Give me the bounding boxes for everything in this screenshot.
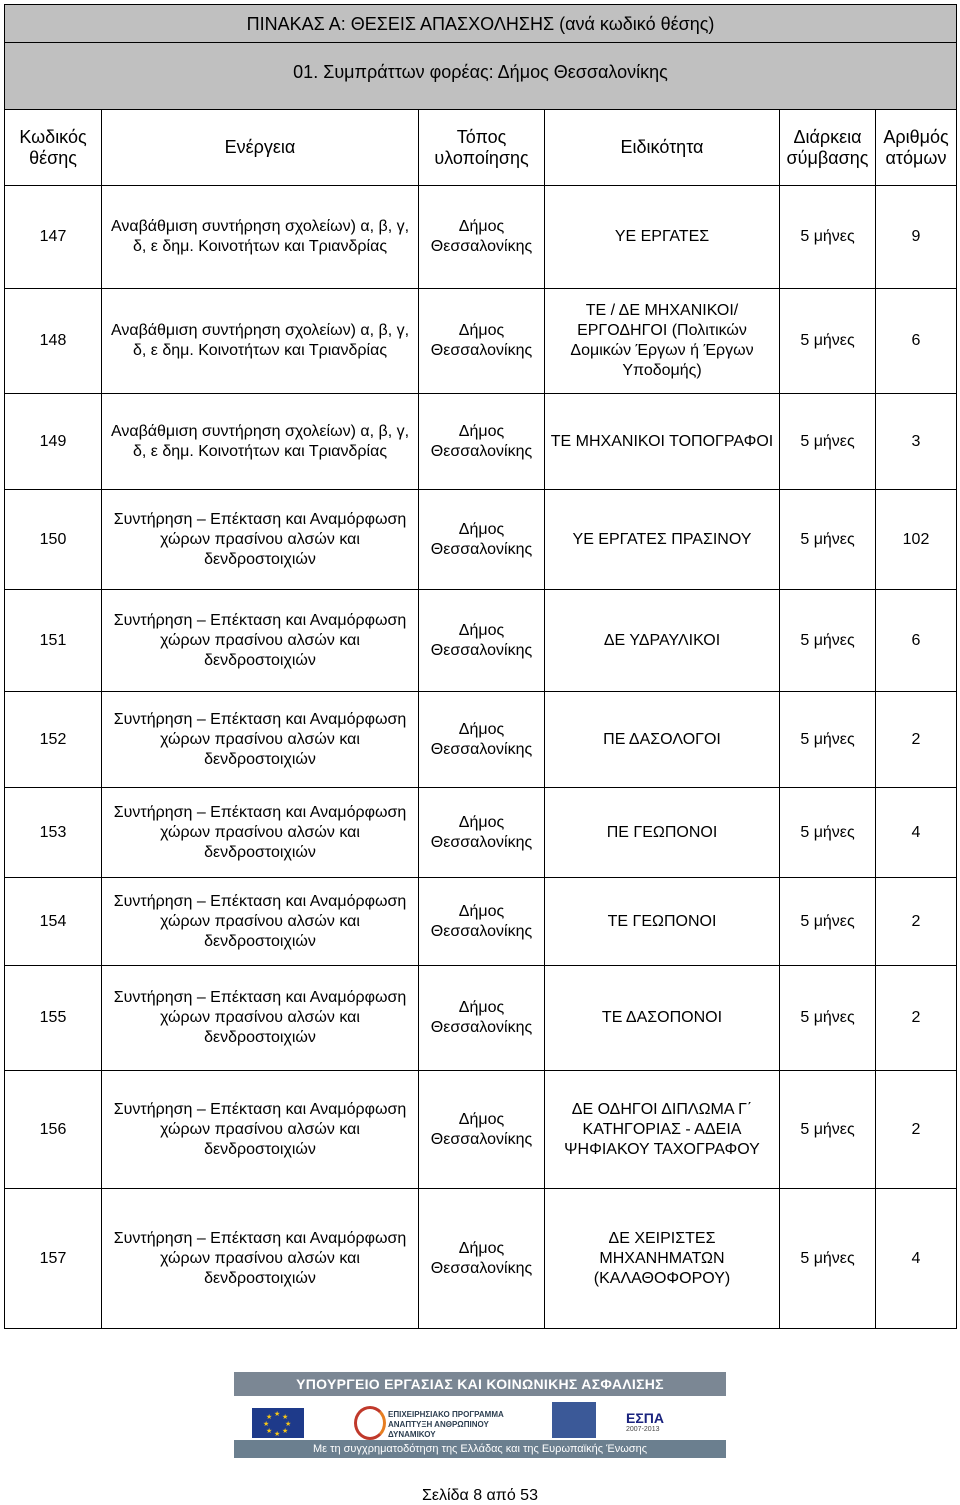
cell-action (102, 590, 419, 692)
cell-place-text: Δήμος Θεσσαλονίκης (430, 322, 533, 359)
cell-persons (876, 590, 957, 692)
cell-code-text: 156 (39, 1120, 67, 1138)
cell-code (5, 289, 102, 394)
table-subtitle: 01. Συμπράττων φορέας: Δήμος Θεσσαλονίκης (5, 43, 957, 110)
cell-place (419, 490, 545, 590)
table-row (5, 692, 957, 788)
table-row (5, 490, 957, 590)
cell-duration-text: 5 μήνες (800, 530, 855, 548)
cell-action (102, 394, 419, 490)
cell-specialty (545, 1071, 780, 1189)
cell-specialty-text: ΥΕ ΕΡΓΑΤΕΣ ΠΡΑΣΙΝΟΥ (572, 530, 752, 548)
cell-code-text: 157 (39, 1249, 67, 1267)
logos-strip (234, 1400, 726, 1438)
ministry-banner: ΥΠΟΥΡΓΕΙΟ ΕΡΓΑΣΙΑΣ ΚΑΙ ΚΟΙΝΩΝΙΚΗΣ ΑΣΦΑΛΙΣΗΣ (234, 1372, 726, 1396)
cell-duration (780, 590, 876, 692)
cell-duration (780, 878, 876, 966)
cell-action (102, 490, 419, 590)
program-label: ΕΠΙΧΕΙΡΗΣΙΑΚΟ ΠΡΟΓΡΑΜΜΑ ΑΝΑΠΤΥΞΗ ΑΝΘΡΩΠΙΝΟΥ ΔΥΝΑΜΙΚΟΥ (388, 1410, 504, 1439)
cell-code-text: 147 (39, 228, 67, 245)
cell-duration-text: 5 μήνες (800, 823, 855, 841)
cell-place (419, 289, 545, 394)
table-row (5, 1071, 957, 1189)
cell-duration-text: 5 μήνες (800, 432, 855, 450)
cell-duration (780, 966, 876, 1071)
cell-specialty-text: ΤΕ ΜΗΧΑΝΙΚΟΙ ΤΟΠΟΓΡΑΦΟΙ (550, 432, 774, 450)
cell-persons-text: 6 (911, 631, 921, 649)
cell-persons-text: 102 (902, 530, 930, 548)
espa-logo (626, 1406, 706, 1438)
header-code: Κωδικός θέσης (5, 110, 102, 186)
cell-persons-text: 2 (911, 730, 921, 748)
cell-action (102, 289, 419, 394)
cell-duration (780, 692, 876, 788)
cell-action (102, 878, 419, 966)
cell-persons-text: 3 (911, 432, 921, 450)
cell-action (102, 966, 419, 1071)
cell-code-text: 155 (39, 1009, 67, 1026)
cell-code (5, 1071, 102, 1189)
cell-action-text: Συντήρηση – Επέκταση και Αναμόρφωση χώρων πρασίνου αλσών και δενδροστοιχιών (113, 1100, 407, 1158)
cell-action-text: Αναβάθμιση συντήρηση σχολείων) α, β, γ, δ, ε δημ. Κοινοτήτων και Τριανδρίας (110, 218, 410, 255)
cell-specialty (545, 490, 780, 590)
cell-specialty-text: ΤΕ ΓΕΩΠΟΝΟΙ (607, 912, 717, 930)
cell-persons-text: 6 (911, 332, 921, 349)
page-number: Σελίδα 8 από 53 (422, 1487, 538, 1504)
cell-code (5, 186, 102, 289)
cell-code-text: 151 (39, 631, 67, 649)
cell-duration-text: 5 μήνες (800, 730, 855, 748)
cell-specialty (545, 289, 780, 394)
table-row (5, 590, 957, 692)
cell-persons-text: 9 (911, 228, 921, 245)
cell-action (102, 788, 419, 878)
cell-specialty-text: ΠΕ ΓΕΩΠΟΝΟΙ (606, 823, 718, 841)
cell-place (419, 394, 545, 490)
cell-code (5, 878, 102, 966)
header-duration: Διάρκεια σύμβασης (780, 110, 876, 186)
table-row (5, 186, 957, 289)
table-title: ΠΙΝΑΚΑΣ Α: ΘΕΣΕΙΣ ΑΠΑΣΧΟΛΗΣΗΣ (ανά κωδικό θέσης) (5, 5, 957, 43)
cell-specialty (545, 1189, 780, 1329)
cell-persons-text: 2 (911, 1120, 921, 1138)
cell-persons (876, 878, 957, 966)
cell-place-text: Δήμος Θεσσαλονίκης (430, 902, 533, 940)
header-action: Ενέργεια (102, 110, 419, 186)
cell-duration (780, 289, 876, 394)
cell-specialty-text: ΥΕ ΕΡΓΑΤΕΣ (614, 228, 710, 245)
cell-duration-text: 5 μήνες (800, 1249, 855, 1267)
cell-persons-text: 2 (911, 912, 921, 930)
cell-code (5, 966, 102, 1071)
cell-specialty-text: ΤΕ ΔΑΣΟΠΟΝΟΙ (601, 1009, 723, 1026)
cell-specialty (545, 692, 780, 788)
cell-place (419, 878, 545, 966)
cell-duration-text: 5 μήνες (800, 1009, 855, 1026)
cell-specialty (545, 878, 780, 966)
cell-code (5, 788, 102, 878)
cell-action-text: Αναβάθμιση συντήρηση σχολείων) α, β, γ, δ, ε δημ. Κοινοτήτων και Τριανδρίας (110, 422, 410, 460)
cell-place-text: Δήμος Θεσσαλονίκης (430, 1239, 533, 1277)
cell-action-text: Συντήρηση – Επέκταση και Αναμόρφωση χώρων πρασίνου αλσών και δενδροστοιχιών (113, 989, 407, 1046)
cell-place-text: Δήμος Θεσσαλονίκης (430, 999, 533, 1036)
footer-banner (234, 1358, 726, 1460)
espa-badge-icon (552, 1402, 596, 1438)
table-row (5, 966, 957, 1071)
swirl-icon (354, 1406, 386, 1440)
cell-code (5, 1189, 102, 1329)
cell-action-text: Αναβάθμιση συντήρηση σχολείων) α, β, γ, δ, ε δημ. Κοινοτήτων και Τριανδρίας (110, 322, 410, 359)
cell-code (5, 394, 102, 490)
cell-code-text: 149 (39, 432, 67, 450)
cell-code-text: 154 (39, 912, 67, 930)
cell-action-text: Συντήρηση – Επέκταση και Αναμόρφωση χώρων πρασίνου αλσών και δενδροστοιχιών (113, 710, 407, 768)
cell-specialty-text: ΔΕ ΥΔΡΑΥΛΙΚΟΙ (603, 631, 721, 649)
cell-specialty-text: ΔΕ ΟΔΗΓΟΙ ΔΙΠΛΩΜΑ Γ΄ ΚΑΤΗΓΟΡΙΑΣ - ΑΔΕΙΑ ΨΗΦΙΑΚΟΥ ΤΑΧΟΓΡΑΦΟΥ (564, 1100, 760, 1158)
cell-code-text: 152 (39, 730, 67, 748)
table-row (5, 788, 957, 878)
cell-place-text: Δήμος Θεσσαλονίκης (430, 621, 533, 659)
header-specialty: Ειδικότητα (545, 110, 780, 186)
cell-code (5, 490, 102, 590)
cell-persons (876, 788, 957, 878)
eu-flag-icon: ★ ★ ★ ★ ★ ★ ★ ★ (252, 1408, 304, 1438)
cell-code-text: 150 (39, 530, 67, 548)
cell-duration (780, 1071, 876, 1189)
cell-duration-text: 5 μήνες (800, 332, 855, 349)
cell-persons (876, 1189, 957, 1329)
cell-place (419, 692, 545, 788)
cell-specialty-text: ΠΕ ΔΑΣΟΛΟΓΟΙ (603, 730, 721, 748)
cell-persons (876, 490, 957, 590)
cell-place-text: Δήμος Θεσσαλονίκης (430, 813, 533, 851)
cell-specialty (545, 590, 780, 692)
cell-specialty (545, 186, 780, 289)
cell-persons (876, 966, 957, 1071)
cell-place (419, 966, 545, 1071)
cofunding-tagline: Με τη συγχρηματοδότηση της Ελλάδας και της Ευρωπαϊκής Ένωσης (234, 1440, 726, 1458)
cell-action-text: Συντήρηση – Επέκταση και Αναμόρφωση χώρων πρασίνου αλσών και δενδροστοιχιών (113, 892, 407, 950)
table-row (5, 394, 957, 490)
cell-duration (780, 186, 876, 289)
cell-duration (780, 490, 876, 590)
cell-specialty (545, 394, 780, 490)
cell-place-text: Δήμος Θεσσαλονίκης (430, 520, 533, 558)
cell-action (102, 1071, 419, 1189)
cell-place (419, 186, 545, 289)
cell-place (419, 788, 545, 878)
cell-duration-text: 5 μήνες (800, 1120, 855, 1138)
cell-persons (876, 692, 957, 788)
cell-code-text: 153 (39, 823, 67, 841)
operational-programme-logo (354, 1406, 504, 1438)
cell-persons (876, 1071, 957, 1189)
cell-place-text: Δήμος Θεσσαλονίκης (430, 1110, 533, 1148)
espa-label: ΕΣΠΑ (626, 1410, 664, 1426)
cell-duration-text: 5 μήνες (800, 912, 855, 930)
cell-place (419, 1189, 545, 1329)
cell-action (102, 692, 419, 788)
cell-persons (876, 186, 957, 289)
cell-duration (780, 788, 876, 878)
cell-persons (876, 289, 957, 394)
cell-persons-text: 4 (911, 1249, 921, 1267)
table-row (5, 289, 957, 394)
cell-persons (876, 394, 957, 490)
cell-persons-text: 2 (911, 1009, 921, 1026)
cell-duration-text: 5 μήνες (800, 228, 855, 245)
header-place: Τόπος υλοποίησης (419, 110, 545, 186)
cell-duration (780, 394, 876, 490)
cell-specialty-text: ΔΕ ΧΕΙΡΙΣΤΕΣ ΜΗΧΑΝΗΜΑΤΩΝ (ΚΑΛΑΘΟΦΟΡΟΥ) (593, 1229, 731, 1287)
cell-code (5, 692, 102, 788)
header-persons: Αριθμός ατόμων (876, 110, 957, 186)
cell-place-text: Δήμος Θεσσαλονίκης (430, 218, 533, 255)
cell-action-text: Συντήρηση – Επέκταση και Αναμόρφωση χώρων πρασίνου αλσών και δενδροστοιχιών (113, 1229, 407, 1287)
cell-place-text: Δήμος Θεσσαλονίκης (430, 422, 533, 460)
cell-code-text: 148 (39, 332, 67, 349)
cell-place (419, 590, 545, 692)
cell-specialty (545, 788, 780, 878)
cell-duration-text: 5 μήνες (800, 631, 855, 649)
cell-place (419, 1071, 545, 1189)
cell-persons-text: 4 (911, 823, 921, 841)
cell-duration (780, 1189, 876, 1329)
espa-years: 2007-2013 (626, 1426, 660, 1433)
cell-action-text: Συντήρηση – Επέκταση και Αναμόρφωση χώρων πρασίνου αλσών και δενδροστοιχιών (113, 510, 407, 568)
cell-action-text: Συντήρηση – Επέκταση και Αναμόρφωση χώρων πρασίνου αλσών και δενδροστοιχιών (113, 803, 407, 861)
table-row (5, 878, 957, 966)
cell-action (102, 1189, 419, 1329)
cell-action-text: Συντήρηση – Επέκταση και Αναμόρφωση χώρων πρασίνου αλσών και δενδροστοιχιών (113, 611, 407, 669)
table-row (5, 1189, 957, 1329)
cell-place-text: Δήμος Θεσσαλονίκης (430, 720, 533, 758)
cell-code (5, 590, 102, 692)
header-row (5, 110, 957, 186)
cell-specialty-text: ΤΕ / ΔΕ ΜΗΧΑΝΙΚΟΙ/ΕΡΓΟΔΗΓΟΙ (Πολιτικών Δομικών Έργων ή Έργων Υποδομής) (570, 302, 754, 379)
cell-action (102, 186, 419, 289)
positions-table (4, 4, 957, 1329)
cell-specialty (545, 966, 780, 1071)
